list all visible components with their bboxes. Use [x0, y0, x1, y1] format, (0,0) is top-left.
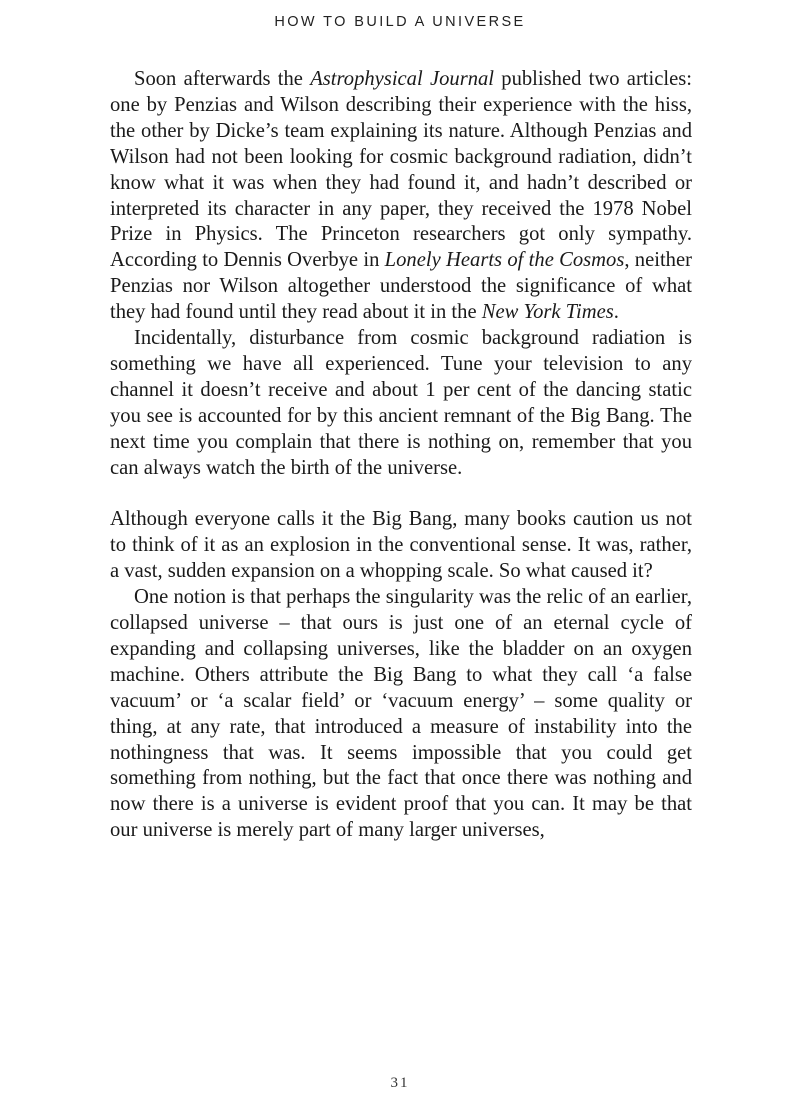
paragraph-4: One notion is that perhaps the singularity was the relic of an earlier, collapsed universe – that ours is just one of an eternal cycle of expanding and collapsing universes, like the bladder on an oxygen machine. Others attribute the Big Bang to what they call ‘a false vacuum’ or ‘a scalar field’ or ‘vacuum energy’ – some quality or thing, at any rate, that introduced a measure of instability into the nothingness that was. It seems impossible that you could get something from nothing, but the fact that once there was nothing and now there is a universe is evident proof that you can. It may be that our universe is merely part of many larger universes, — [110, 586, 692, 842]
section-break — [110, 482, 692, 508]
book-title-astrophysical-journal: Astrophysical Journal — [310, 68, 495, 90]
book-title-new-york-times: New York Times — [481, 301, 614, 324]
paragraph-1-text-c: , neither Penzias nor Wilson altogether understood the significance of what they had found until they read about it in the — [110, 249, 692, 324]
paragraph-1-text-a: Soon afterwards the — [134, 68, 311, 90]
paragraph-3: Although everyone calls it the Big Bang, many books caution us not to think of it as an explosion in the conventional sense. It was, rather, a vast, sudden expansion on a whopping scale. So what caused it? — [110, 508, 692, 583]
paragraph-1-text-d: . — [613, 301, 619, 324]
page-number: 31 — [390, 1075, 410, 1091]
paragraph-2: Incidentally, disturbance from cosmic background radiation is something we have all experienced. Tune your television to any channel it doesn’t receive and about 1 per cent of the dancing static you see is accounted for by this ancient remnant of the Big Bang. The next time you complain that there is nothing on, remember that you can always watch the birth of the universe. — [110, 327, 692, 479]
body-text — [110, 67, 692, 844]
running-head: HOW TO BUILD A UNIVERSE — [274, 14, 526, 30]
book-title-lonely-hearts: Lonely Hearts of the Cosmos — [384, 249, 625, 272]
paragraph-1 — [110, 67, 692, 326]
paragraph-1-text-b: published two articles: one by Penzias and Wilson describing their experience with the hiss, the other by Dicke’s team explaining its nature. Although Penzias and Wilson had not been looking for cosmic background radiation, didn’t know what it was when they had found it, and hadn’t described or interpreted its character in any paper, they received the 1978 Nobel Prize in Physics. The Princeton researchers got only sympathy. According to Dennis Overbye in — [110, 68, 692, 272]
